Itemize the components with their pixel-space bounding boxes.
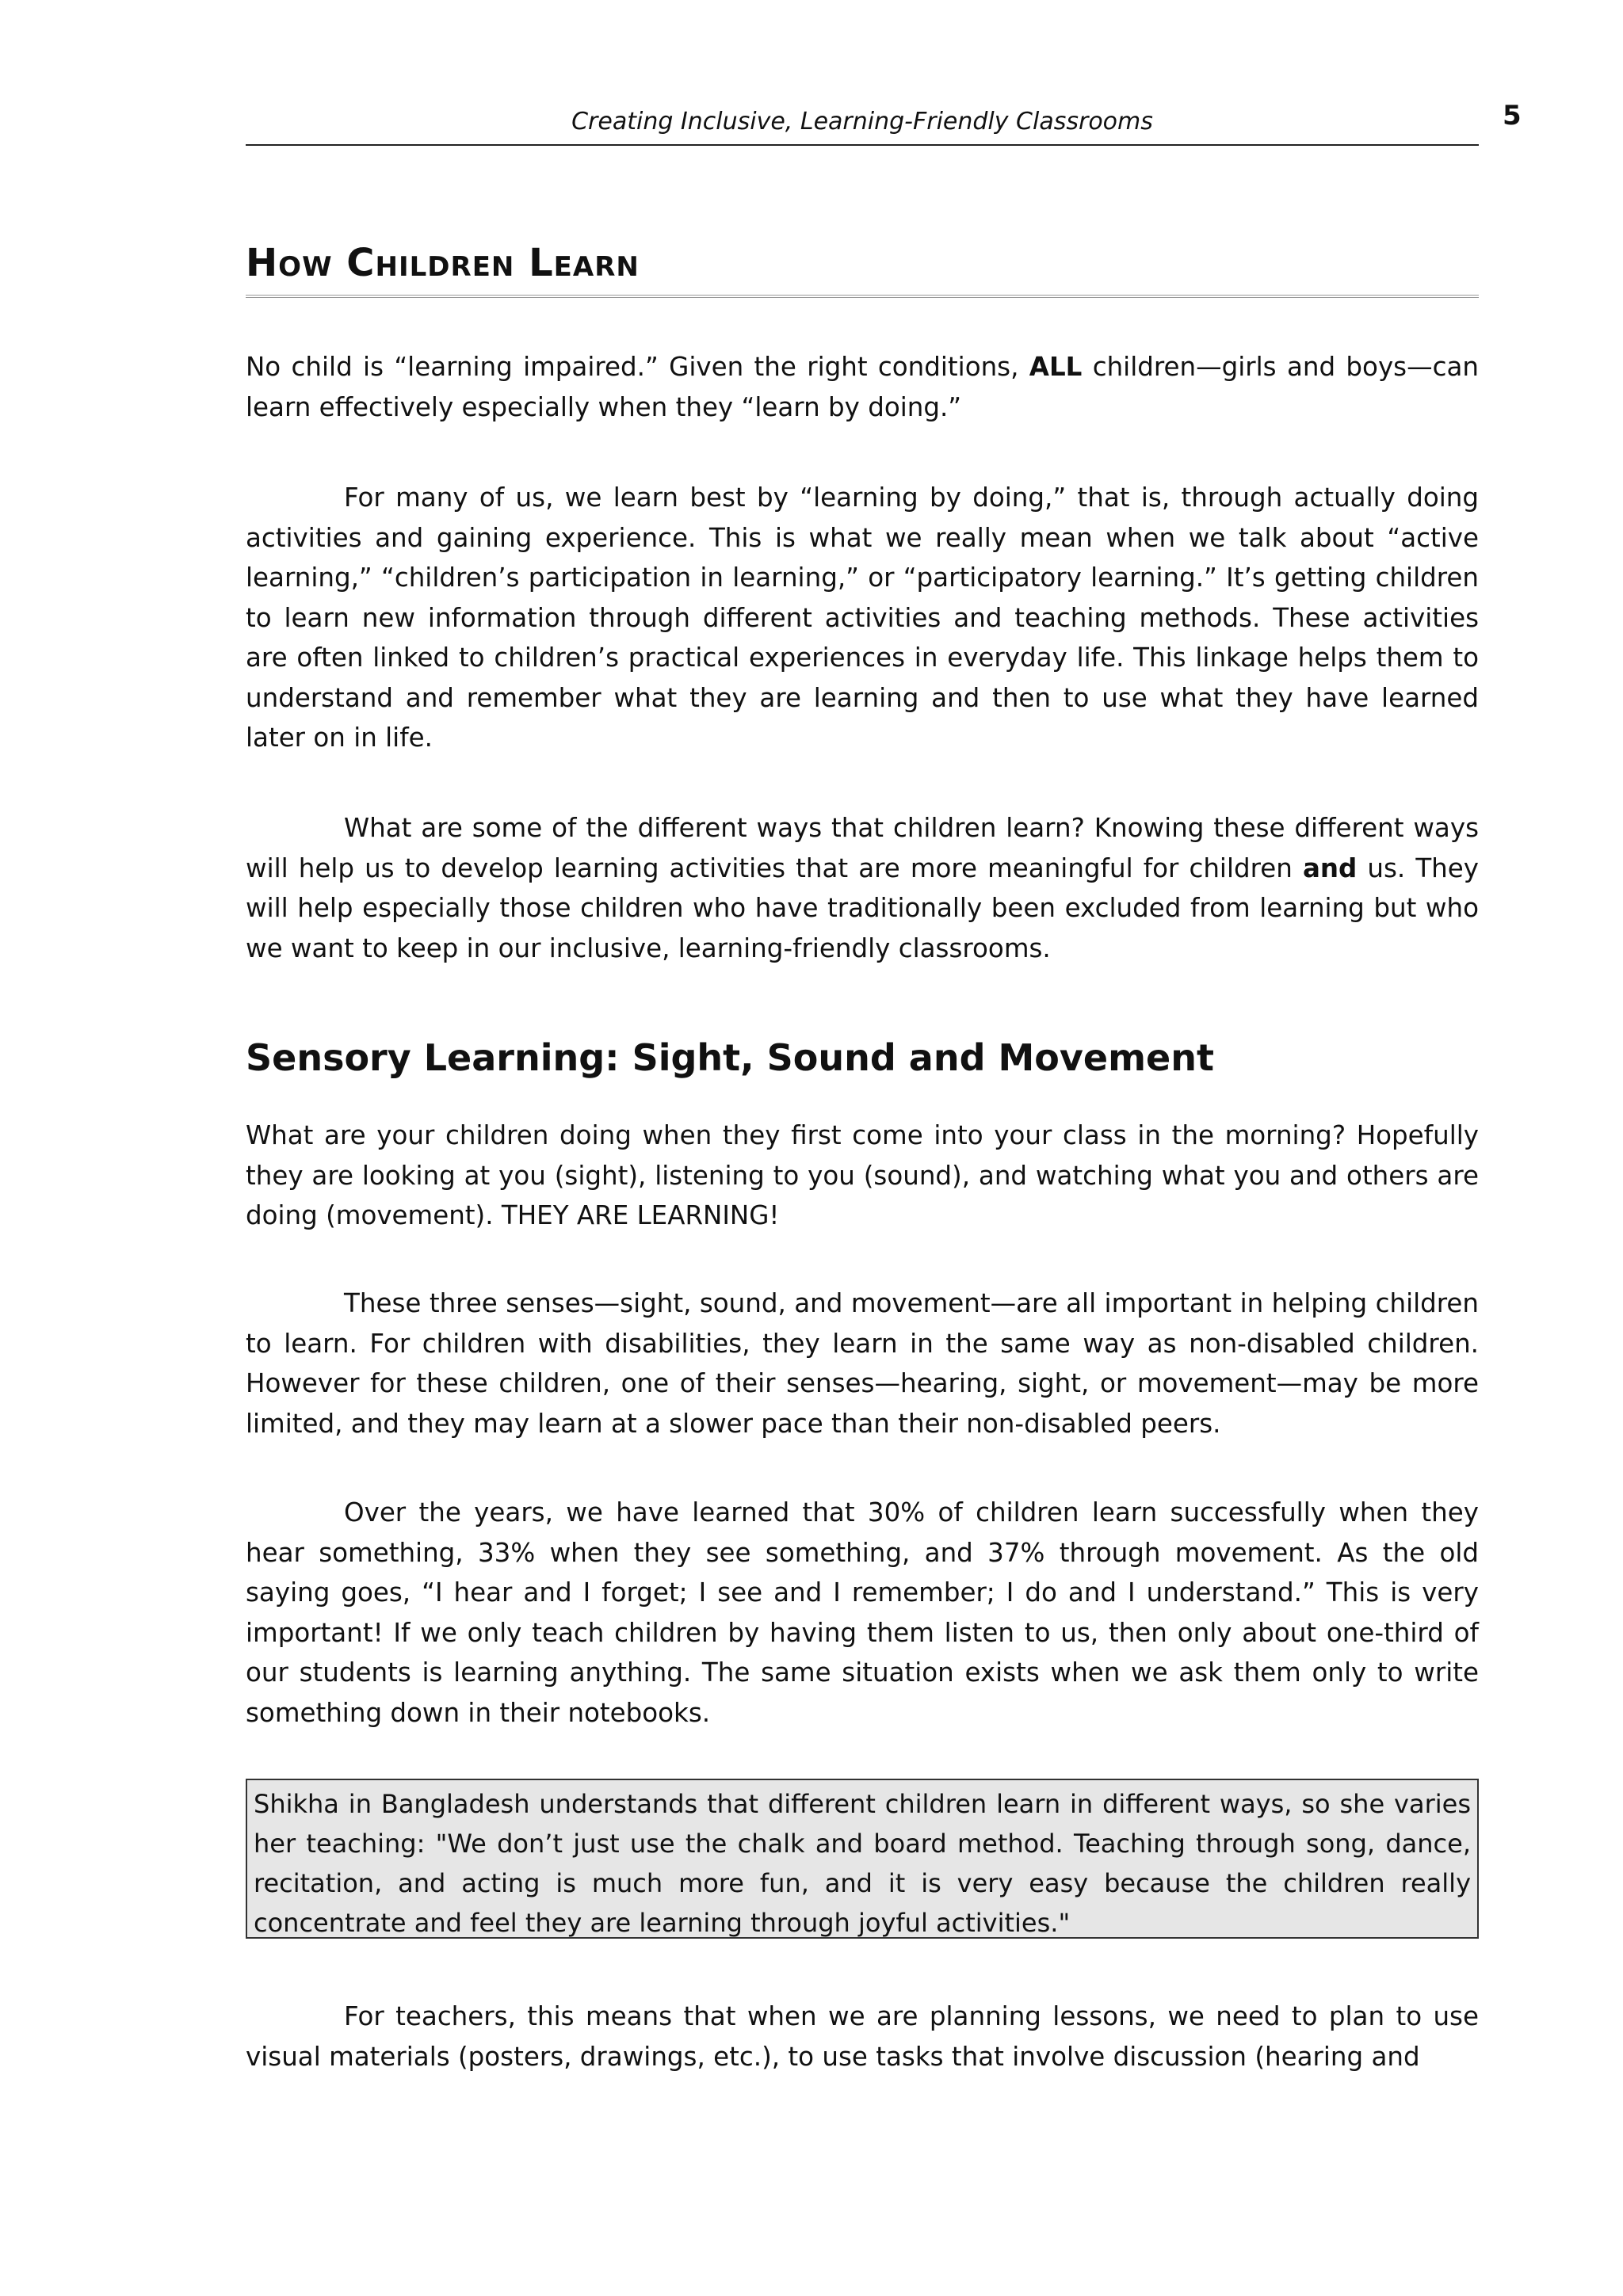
quote-box xyxy=(246,1779,1479,1939)
paragraph-planning-lessons: For teachers, this means that when we are planning lessons, we need to plan to use visual materials (posters, drawings, etc.), to use tasks that involve discussion (hearing and xyxy=(246,2001,1479,2072)
paragraph-intro xyxy=(246,347,1479,427)
paragraph-morning-class: What are your children doing when they first come into your class in the morning? Hopefully they are looking at you (sight), listening to you (sound), and watching what you and others are doing (movement). THEY ARE LEARNING! xyxy=(246,1120,1479,1230)
section-title: How Children Learn xyxy=(246,241,640,285)
paragraph-intro-bold: ALL xyxy=(1029,352,1083,382)
section-heading xyxy=(246,238,1479,298)
running-title: Creating Inclusive, Learning-Friendly Classrooms xyxy=(571,108,1153,135)
paragraph-ways-text-b: us. They will help especially those children who have traditionally been excluded from learning but who we want to keep in our inclusive, learning-friendly classrooms. xyxy=(246,852,1479,963)
paragraph-three-senses: These three senses—sight, sound, and movement—are all important in helping children to learn. For children with disabilities, they learn in the same way as non-disabled children. However for these children, one of their senses—hearing, sight, or movement—may be more limited, and they may learn at a slower pace than their non-disabled peers. xyxy=(246,1288,1479,1439)
paragraph-ways-text-a: What are some of the different ways that children learn? Knowing these different ways will help us to develop learning activities that are more meaningful for children xyxy=(246,813,1479,883)
paragraph-ways-bold: and xyxy=(1302,852,1358,883)
page-number: 5 xyxy=(1503,100,1522,132)
paragraph-ways-children-learn xyxy=(246,808,1479,968)
paragraph-intro-text-b: children—girls and boys—can learn effectively especially when they “learn by doing.” xyxy=(246,352,1479,422)
paragraph-learning-by-doing: For many of us, we learn best by “learning by doing,” that is, through actually doing activities and gaining experience. This is what we really mean when we talk about “active learning,” “children’s participation in learning,” or “participatory learning.” It’s getting children to learn new information through different activities and teaching methods. These activities are often linked to children’s practical experiences in everyday life. This linkage helps them to understand and remember what they are learning and then to use what they have learned later on in life. xyxy=(246,482,1479,753)
subsection-title: Sensory Learning: Sight, Sound and Movement xyxy=(246,1036,1214,1079)
paragraph-intro-text-a: No child is “learning impaired.” Given the right conditions, xyxy=(246,352,1029,382)
running-header xyxy=(246,105,1479,146)
document-page xyxy=(246,0,1522,2296)
paragraph-statistics: Over the years, we have learned that 30% of children learn successfully when they hear something, 33% when they see something, and 37% through movement. As the old saying goes, “I hear and I forget; I see and I remember; I do and I understand.” This is very important! If we only teach children by having them listen to us, then only about one-third of our students is learning anything. The same situation exists when we ask them only to write something down in their notebooks. xyxy=(246,1497,1479,1728)
quote-text: Shikha in Bangladesh understands that different children learn in different ways, so she varies her teaching: "We don’t just use the chalk and board method. Teaching through song, dance, recitation, and acting is much more fun, and it is very easy because the children really concentrate and feel they are learning through joyful activities." xyxy=(254,1789,1471,1938)
